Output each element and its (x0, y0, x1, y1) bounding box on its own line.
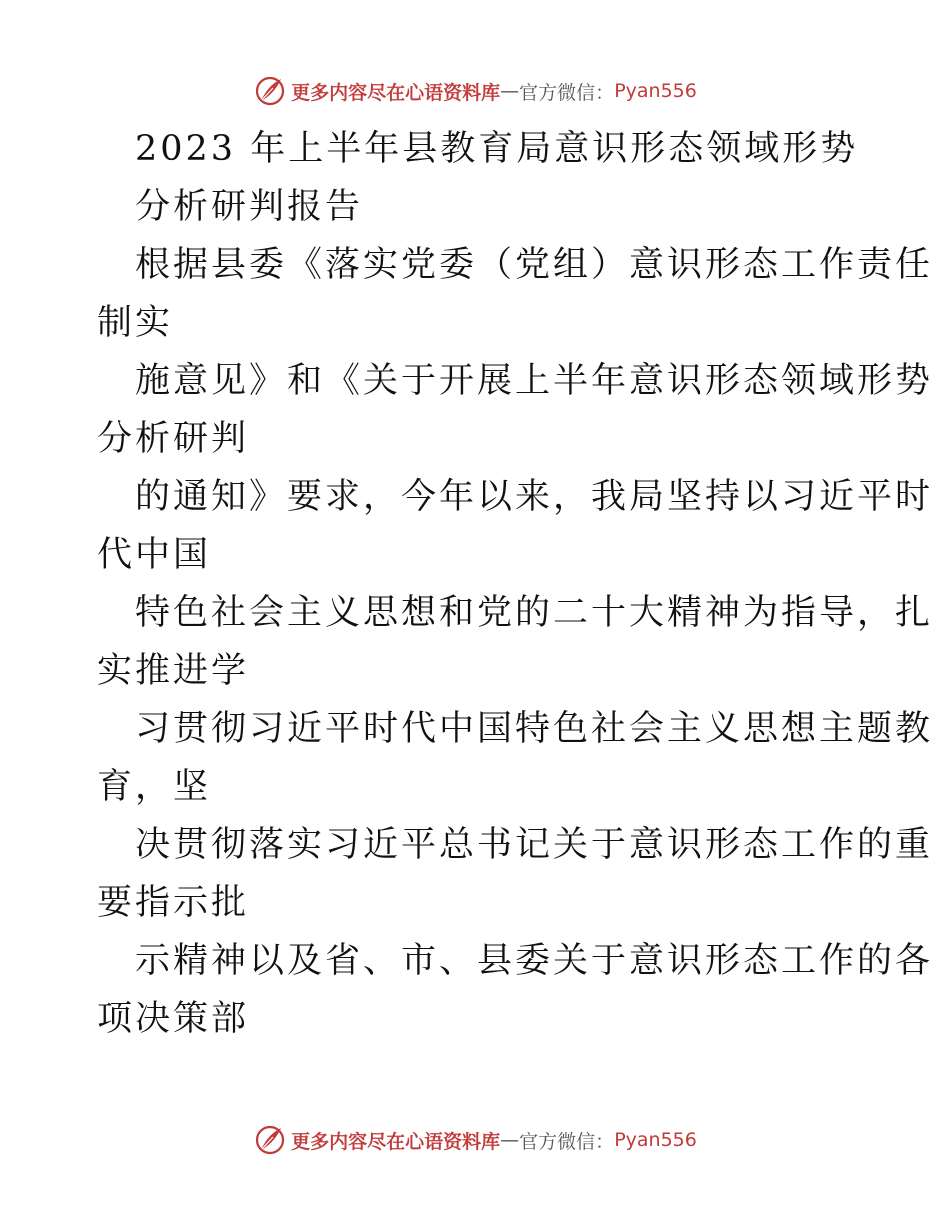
paragraph-line: 代中国 (97, 535, 212, 575)
paragraph-line: 施意见》和《关于开展上半年意识形态领域形势 (135, 361, 934, 401)
paragraph-line: 根据县委《落实党委（党组）意识形态工作责任 (135, 245, 934, 285)
watermark-wechat-id: Pyan556 (614, 80, 697, 102)
watermark-dash: — (500, 1129, 520, 1151)
footer-watermark (0, 1120, 950, 1160)
watermark-site-name: 更多内容尽在心语资料库 (291, 81, 501, 104)
paragraph-line: 习贯彻习近平时代中国特色社会主义思想主题教 (135, 709, 934, 749)
feather-pen-logo-icon (253, 74, 287, 108)
header-watermark (0, 71, 950, 111)
paragraph-line: 项决策部 (97, 999, 250, 1039)
paragraph-line: 特色社会主义思想和党的二十大精神为指导，扎 (135, 593, 934, 633)
paragraph-line: 要指示批 (97, 883, 250, 923)
paragraph-line: 制实 (97, 303, 174, 343)
paragraph-line: 分析研判 (97, 419, 250, 459)
paragraph-line: 决贯彻落实习近平总书记关于意识形态工作的重 (135, 825, 934, 865)
document-title-line-1: 2023 年上半年县教育局意识形态领域形势 (135, 129, 859, 169)
paragraph-line: 示精神以及省、市、县委关于意识形态工作的各 (135, 941, 934, 981)
paragraph-line: 育，坚 (97, 767, 212, 807)
watermark-site-name: 更多内容尽在心语资料库 (291, 1130, 501, 1153)
paragraph-line: 的通知》要求，今年以来，我局坚持以习近平时 (135, 477, 934, 517)
watermark-dash: — (500, 80, 520, 102)
document-title-line-2: 分析研判报告 (135, 187, 364, 227)
watermark-official-label: 官方微信： (519, 81, 615, 104)
paragraph-line: 实推进学 (97, 651, 250, 691)
watermark-wechat-id: Pyan556 (614, 1129, 697, 1151)
feather-pen-logo-icon (253, 1123, 287, 1157)
watermark-official-label: 官方微信： (519, 1130, 615, 1153)
